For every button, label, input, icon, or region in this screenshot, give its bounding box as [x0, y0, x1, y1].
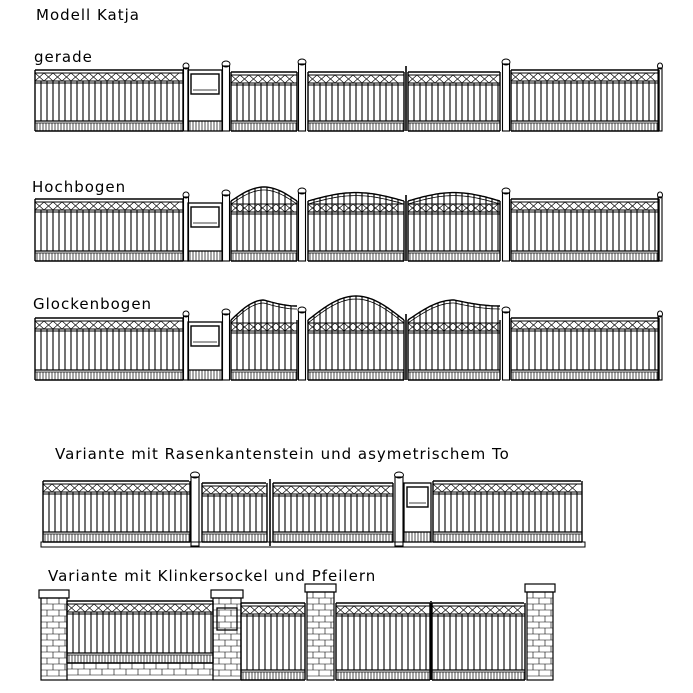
- variant-label-rasenkante: Variante mit Rasenkantenstein und asymetrischem To: [55, 445, 510, 463]
- row-label-gerade: gerade: [34, 48, 93, 66]
- fence-field-right: [511, 199, 659, 261]
- variant-label-klinker: Variante mit Klinkersockel und Pfeilern: [48, 567, 377, 585]
- brick-pillar: [211, 590, 243, 680]
- fence-row-rasenkante: [41, 472, 585, 547]
- gate-post: [395, 472, 404, 546]
- mailbox-panel: [188, 70, 222, 131]
- fence-post: [658, 63, 663, 131]
- fence-row-klinker: [39, 584, 555, 680]
- fence-field-left: [35, 70, 183, 131]
- gate-post: [298, 59, 306, 131]
- pedestrian-gate: [231, 187, 297, 261]
- mailbox-panel: [404, 483, 431, 542]
- brick-pillar: [305, 584, 336, 680]
- brick-pillar: [525, 584, 555, 680]
- lawn-edging-stone: [41, 542, 585, 547]
- double-gate-right: [432, 603, 525, 680]
- fence-field-right: [511, 318, 659, 380]
- fence-field-left: [43, 481, 190, 542]
- gate-post: [191, 472, 200, 546]
- fence-row-glockenbogen: [35, 296, 663, 380]
- page-title: Modell Katja: [36, 6, 140, 24]
- fence-field-left: [35, 199, 183, 261]
- pedestrian-gate: [231, 72, 297, 131]
- gate-post: [222, 190, 230, 261]
- clinker-plinth: [67, 663, 213, 680]
- mailbox-panel: [217, 608, 237, 630]
- double-gate-right: [408, 300, 500, 380]
- fence-row-gerade: [35, 59, 663, 131]
- fence-field-left: [35, 318, 183, 380]
- gate-post: [298, 307, 306, 380]
- double-gate-right: [408, 193, 500, 261]
- fence-post: [658, 192, 663, 261]
- fence-field-right: [511, 70, 659, 131]
- double-gate-left: [308, 193, 404, 261]
- gate-post: [222, 61, 230, 131]
- double-gate-left: [308, 296, 404, 380]
- gate-wing-large: [273, 483, 393, 542]
- gate-post: [502, 188, 510, 261]
- row-label-glockenbogen: Glockenbogen: [33, 295, 153, 313]
- double-gate-left: [308, 72, 404, 131]
- fence-post: [658, 311, 663, 380]
- gate-wing-small: [202, 483, 267, 542]
- row-label-hochbogen: Hochbogen: [32, 178, 127, 196]
- mailbox-panel: [188, 322, 222, 380]
- gate-post: [502, 59, 510, 131]
- fence-field-left: [67, 601, 213, 663]
- fence-row-hochbogen: [35, 187, 663, 261]
- mailbox-panel: [188, 203, 222, 261]
- double-gate-right: [408, 72, 500, 131]
- fence-field-right: [433, 481, 582, 542]
- gate-post: [222, 309, 230, 380]
- pedestrian-gate: [241, 603, 305, 680]
- pedestrian-gate: [231, 300, 297, 380]
- brick-pillar: [39, 590, 69, 680]
- double-gate-left: [336, 603, 430, 680]
- gate-post: [502, 307, 510, 380]
- gate-post: [298, 188, 306, 261]
